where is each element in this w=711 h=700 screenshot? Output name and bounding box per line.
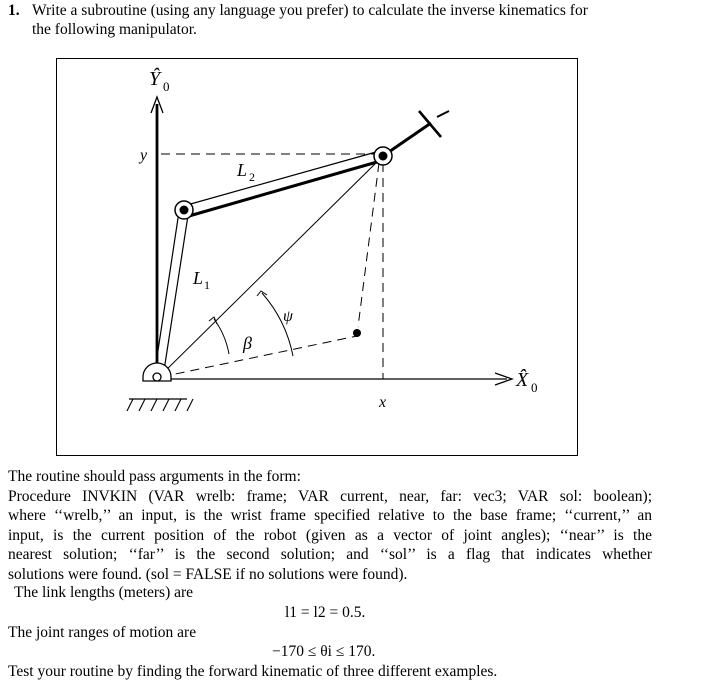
- wrist-joint-center: [379, 152, 388, 161]
- end-effector-gripper: [419, 111, 441, 137]
- joint-ranges-equation: −170 ≤ θi ≤ 170.: [272, 643, 376, 660]
- routine-line-3: where ‘‘wrelb,’’ an input, is the wrist frame specified relative to the base frame; ‘‘current,’’ an: [8, 507, 652, 524]
- manipulator-figure: [56, 58, 578, 456]
- link-2-edge-b: [189, 162, 377, 216]
- routine-line-6: solutions were found. (sol = FALSE if no solutions were found).: [8, 565, 408, 583]
- routine-line-2: Procedure INVKIN (VAR wrelb: frame; VAR current, near, far: vec3; VAR sol: boolean);: [8, 487, 652, 505]
- link-lengths-equation: l1 = l2 = 0.5.: [285, 604, 366, 621]
- manipulator-diagram: [57, 59, 579, 457]
- routine-line-5: nearest solution; ‘‘far’’ is the second solution; and ‘‘sol’’ is a flag that indicates whether: [8, 546, 652, 563]
- beta-arc: [214, 319, 229, 354]
- test-instruction: Test your routine by finding the forward kinematic of three different examples.: [8, 663, 498, 680]
- y-coordinate-label: y: [140, 147, 148, 164]
- wrist-to-point-dashed-line: [358, 163, 379, 327]
- end-effector-tip: [437, 111, 449, 117]
- link-1-label: L: [193, 268, 204, 288]
- ground-hatching: [127, 399, 193, 411]
- link-2-label-subscript: 2: [249, 170, 255, 184]
- question-text-line-2: the following manipulator.: [32, 21, 197, 38]
- x-axis-label-subscript: 0: [531, 380, 538, 395]
- base-to-wrist-line: [157, 156, 383, 379]
- link-lengths-label: The link lengths (meters) are: [14, 584, 194, 601]
- routine-description: [8, 467, 652, 584]
- base-joint-pin: [153, 373, 161, 381]
- question-text-line-1: Write a subroutine (using any language you prefer) to calculate the inverse kinematics for: [32, 2, 588, 19]
- link-2-edge-a: [187, 152, 376, 205]
- x-coordinate-label: x: [379, 394, 387, 411]
- link-2-label: L: [237, 160, 248, 180]
- elbow-joint-center: [180, 206, 189, 215]
- beta-label: β: [243, 333, 252, 353]
- joint-ranges-label: The joint ranges of motion are: [8, 624, 197, 641]
- question-number: 1.: [8, 2, 20, 19]
- routine-line-4: input, is the current position of the robot (given as a vector of joint angles); ‘‘near’’ is the: [8, 526, 652, 544]
- x-axis-label: X̂: [516, 369, 529, 391]
- base-to-point-dashed-line: [161, 336, 357, 377]
- routine-line-1: The routine should pass arguments in the form:: [8, 468, 301, 485]
- y-axis-label-subscript: 0: [163, 79, 170, 94]
- y-axis-label: Ŷ: [149, 68, 161, 90]
- psi-label: ψ: [283, 308, 293, 325]
- link-1-label-subscript: 1: [204, 278, 210, 292]
- target-point: [353, 329, 361, 337]
